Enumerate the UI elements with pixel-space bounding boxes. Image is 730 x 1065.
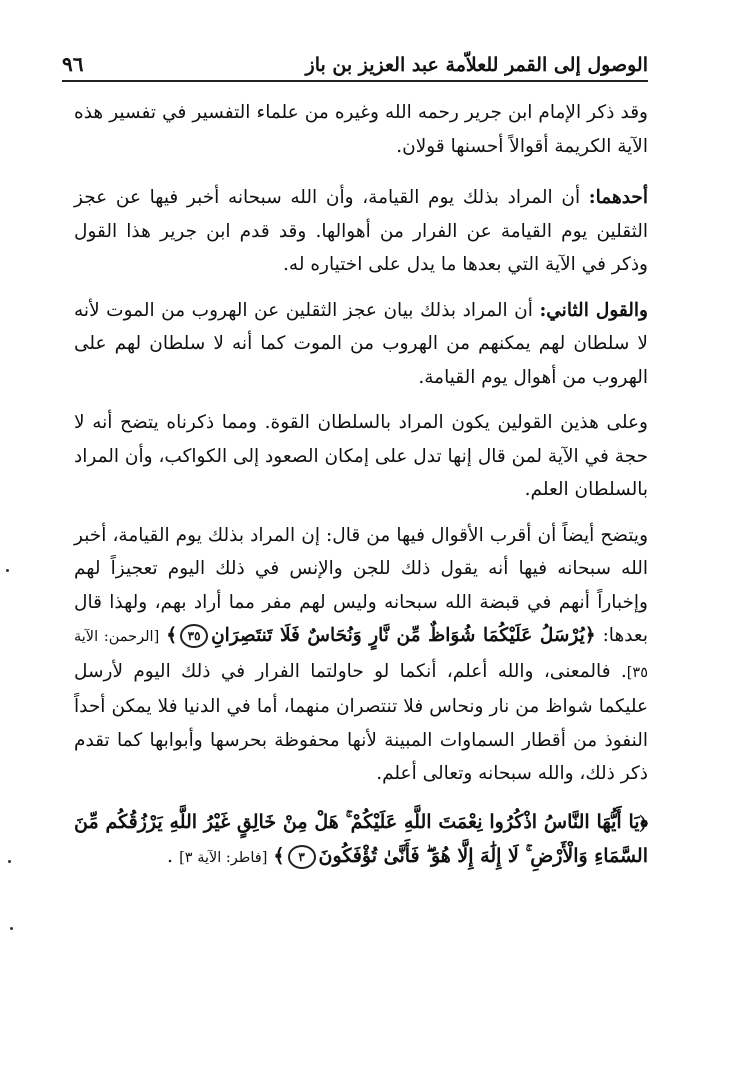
verse-close-bracket: ﴾ <box>166 625 178 646</box>
paragraph-conclusion: وعلى هذين القولين يكون المراد بالسلطان القوة. ومما ذكرناه يتضح أنه لا حجة في الآية لمن قال إنها تدل على إمكان الصعود إلى الكواكب، وأن المراد بالسلطان العلم. <box>73 412 648 500</box>
verse-rahman: ﴿يُرْسَلُ عَلَيْكُمَا شُوَاظٌ مِّن نَّارٍ وَنُحَاسٌ فَلَا تَنتَصِرَانِ <box>211 625 596 646</box>
quote-end-dot: . <box>167 844 180 867</box>
ayah-number-mark: ٣ <box>288 845 316 869</box>
second-opinion-text: أن المراد بذلك بيان عجز الثقلين عن الهروب من الموت لأنه لا سلطان لهم يمكنهم من الهروب من الموت كما أنه لا سلطان لهم على الهروب من أهوال يوم القيامة. <box>74 299 648 388</box>
paragraph-first-opinion <box>74 181 648 282</box>
page-header <box>62 40 648 82</box>
explanation-text-b: . فالمعنى، والله أعلم، أنكما لو حاولتما الفرار في ذلك اليوم لأرسل عليكما شواظ من نار ونحاس فلا تنتصران منهما، أما في الدنيا فلا يمكن أحداً النفوذ من أقطار السماوات المبينة لأنها محفوظة بحرسها وأبوابها كما تقدم ذكر ذلك، والله سبحانه وتعالى أعلم. <box>74 660 648 784</box>
verse-citation: [فاطر: الآية ٣] <box>179 849 268 866</box>
scan-speck <box>8 860 11 863</box>
paragraph-explanation <box>74 519 648 791</box>
page-number: ٩٦ <box>62 52 84 76</box>
ayah-number-mark: ٣٥ <box>180 624 208 648</box>
paragraph-intro: وقد ذكر الإمام ابن جرير رحمه الله وغيره من علماء التفسير في تفسير هذه الآية الكريمة أقوالاً أحسنها قولان. <box>74 102 648 157</box>
scan-speck <box>10 927 13 930</box>
second-opinion-heading: والقول الثاني: <box>539 299 648 321</box>
verse-quote-block <box>74 805 648 875</box>
first-opinion-heading: أحدهما: <box>588 187 648 208</box>
scan-speck <box>6 569 9 572</box>
verse-fatir: ﴿يَا أَيُّهَا النَّاسُ اذْكُرُوا نِعْمَتَ اللَّهِ عَلَيْكُمْ ۚ هَلْ مِنْ خَالِقٍ غَيْرُ اللَّهِ يَرْزُقُكُم مِّنَ السَّمَاءِ وَالْأَرْضِ ۚ لَا إِلَٰهَ إِلَّا هُوَ ۖ فَأَنَّىٰ تُؤْفَكُونَ <box>74 810 648 867</box>
verse-close-bracket: ﴾ <box>273 844 285 867</box>
header-title: الوصول إلى القمر للعلاّمة عبد العزيز بن باز <box>305 54 648 76</box>
explanation-text-a: ويتضح أيضاً أن أقرب الأقوال فيها من قال: إن المراد بذلك يوم القيامة، أخبر الله سبحانه فيها أنه يقول ذلك للجن والإنس في ذلك اليوم تعجيزاً لهم وإخباراً أنهم في قبضة الله سبحانه وليس لهم مفر مما أراد بهم، ولهذا قال بعدها: <box>74 524 648 646</box>
verse-citation: [الرحمن: الآية ٣٥] <box>74 629 648 681</box>
body-text <box>74 96 648 894</box>
first-opinion-text: أن المراد بذلك يوم القيامة، وأن الله سبحانه أخبر فيها عن عجز الثقلين يوم القيامة عن الفرار من أهوالها. وقد قدم ابن جرير هذا القول وذكر في الآية التي بعدها ما يدل على اختياره له. <box>74 187 648 275</box>
paragraph-second-opinion <box>74 294 648 395</box>
